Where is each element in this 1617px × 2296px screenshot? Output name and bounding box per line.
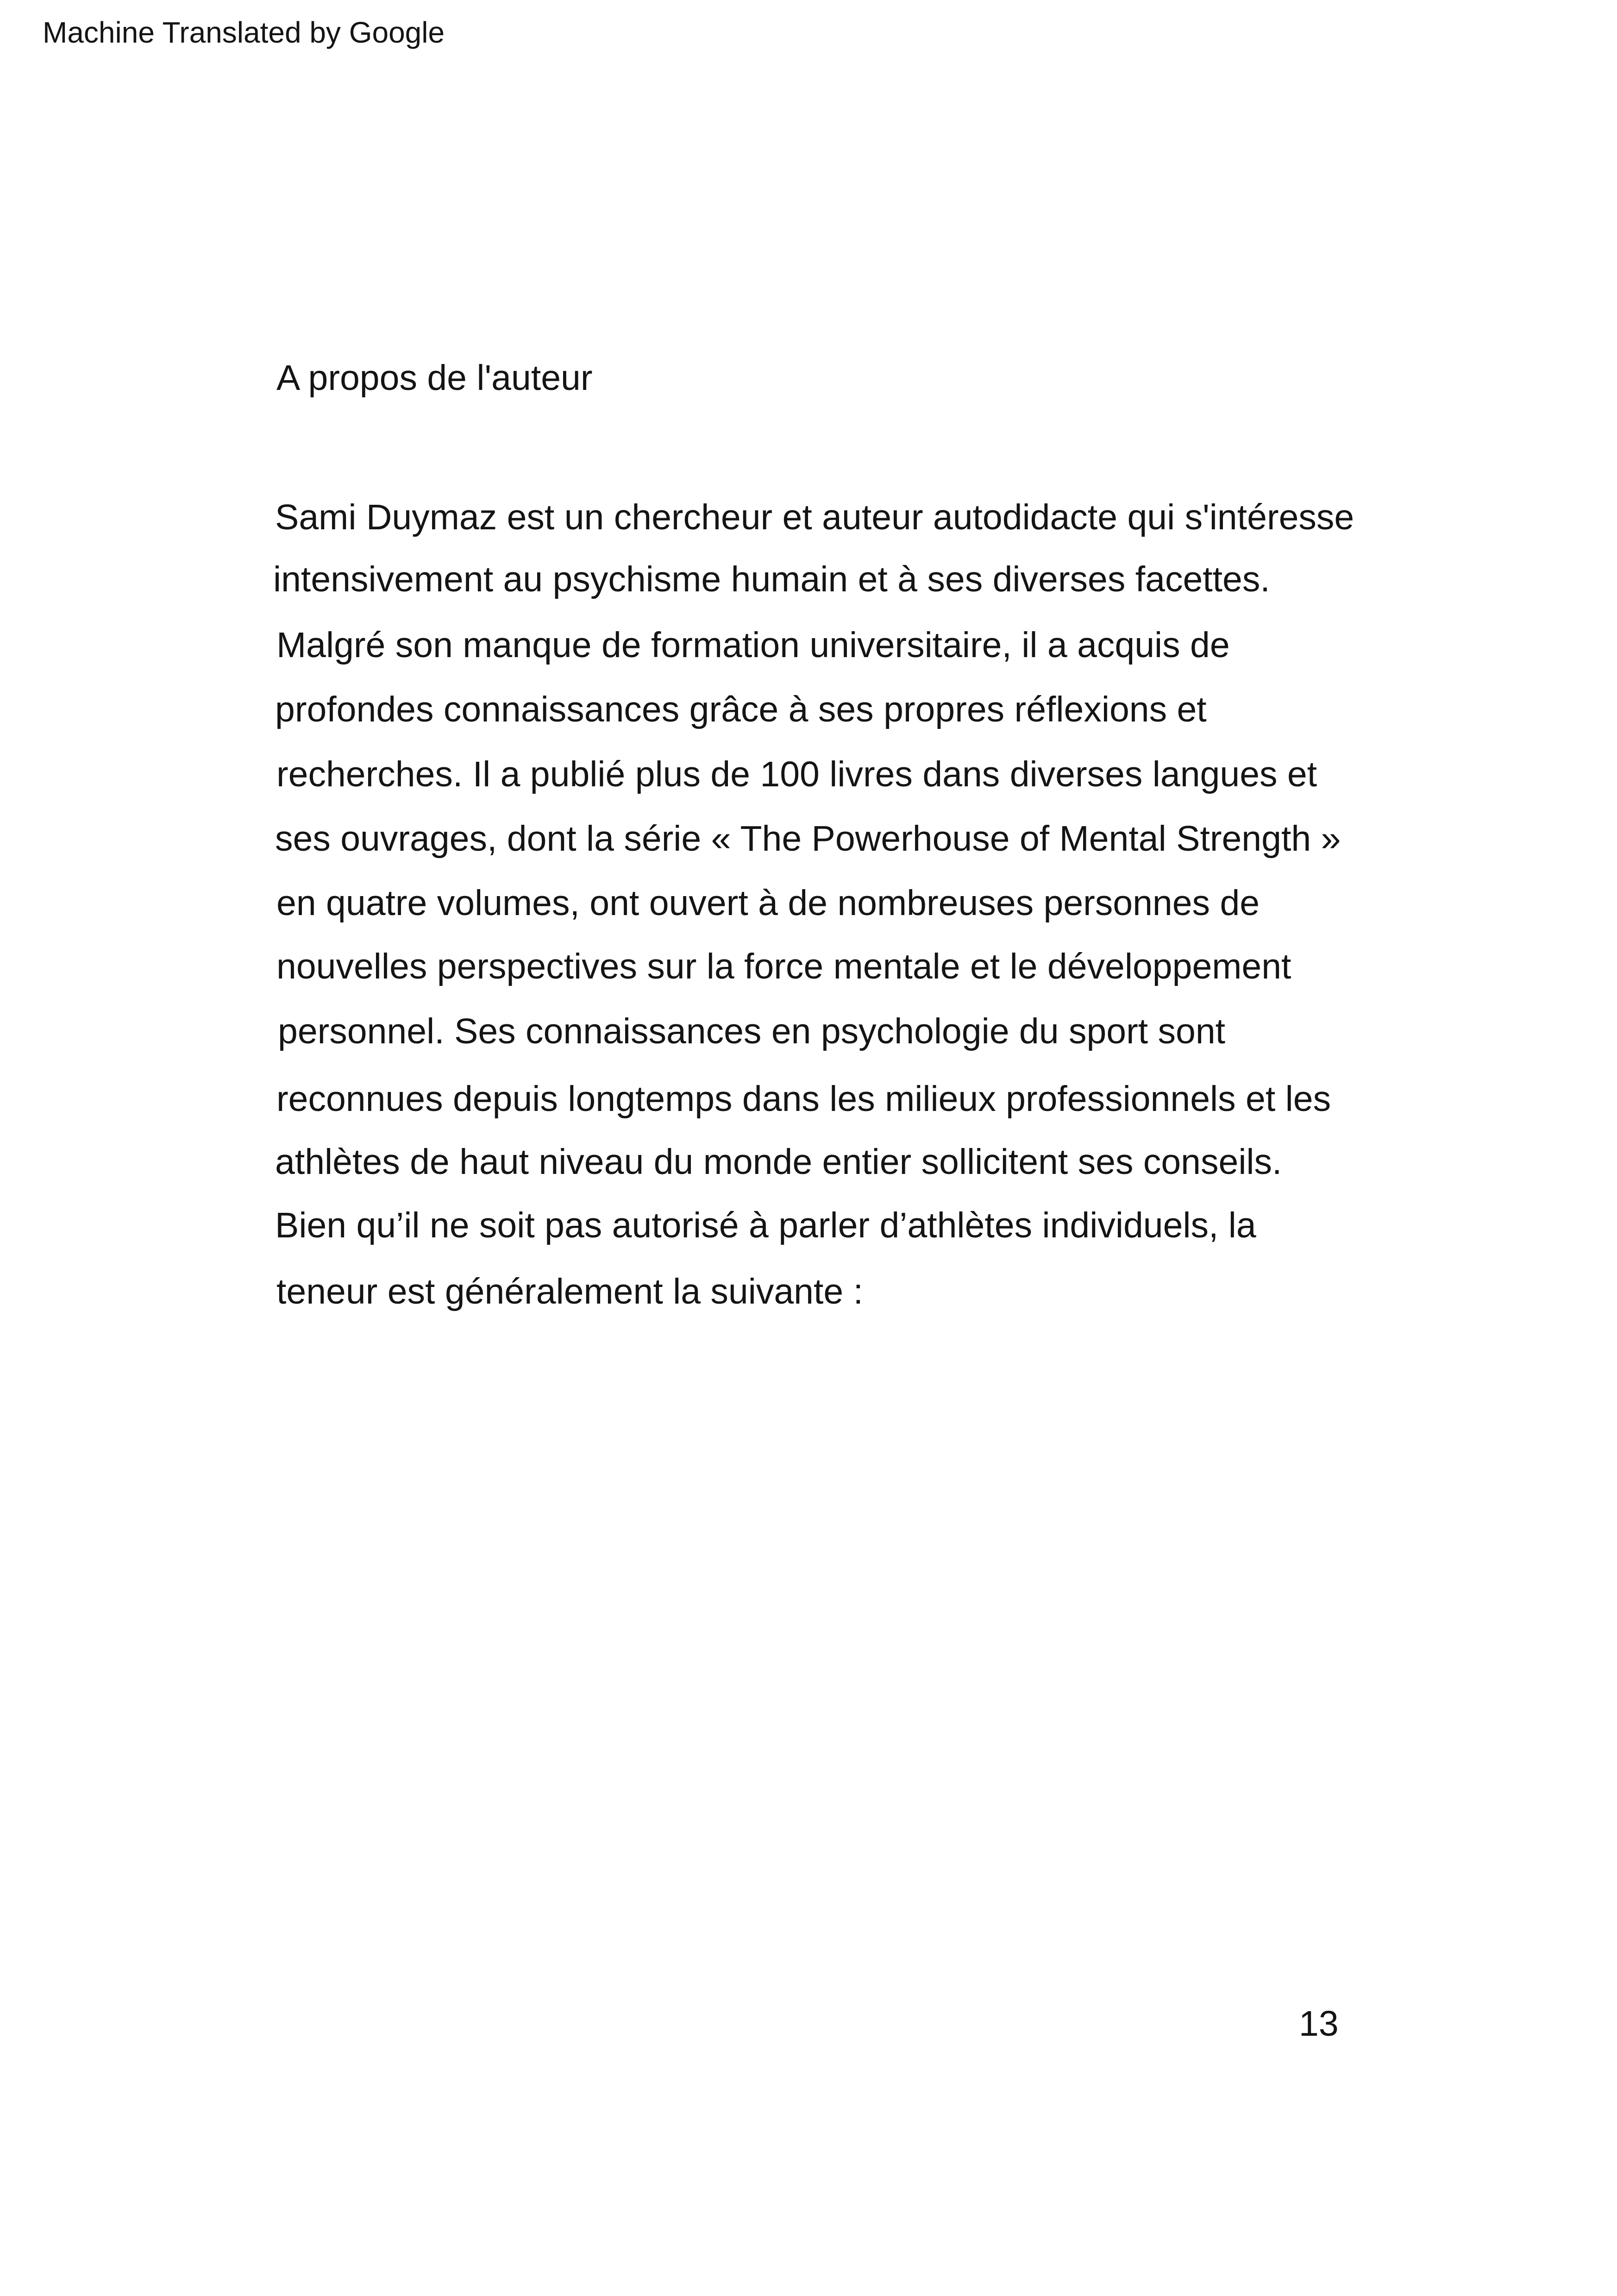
body-line: ses ouvrages, dont la série « The Powerhouse of Mental Strength » [275, 819, 1341, 859]
body-line: Bien qu’il ne soit pas autorisé à parler d’athlètes individuels, la [275, 1205, 1256, 1245]
body-line: profondes connaissances grâce à ses propres réflexions et [275, 690, 1207, 729]
section-heading: A propos de l'auteur [276, 358, 593, 398]
body-line: Malgré son manque de formation universitaire, il a acquis de [276, 625, 1230, 665]
body-line: en quatre volumes, ont ouvert à de nombreuses personnes de [276, 883, 1260, 923]
body-line: intensivement au psychisme humain et à ses diverses facettes. [273, 559, 1270, 599]
body-line: athlètes de haut niveau du monde entier sollicitent ses conseils. [275, 1142, 1282, 1182]
body-line: teneur est généralement la suivante : [276, 1272, 864, 1311]
page-number: 13 [1299, 2004, 1339, 2044]
body-line: personnel. Ses connaissances en psychologie du sport sont [278, 1011, 1226, 1051]
body-line: reconnues depuis longtemps dans les milieux professionnels et les [276, 1079, 1331, 1119]
machine-translation-notice: Machine Translated by Google [43, 16, 445, 49]
body-line: recherches. Il a publié plus de 100 livres dans diverses langues et [276, 754, 1317, 794]
body-line: nouvelles perspectives sur la force mentale et le développement [276, 947, 1291, 986]
body-line: Sami Duymaz est un chercheur et auteur autodidacte qui s'intéresse [275, 497, 1354, 537]
